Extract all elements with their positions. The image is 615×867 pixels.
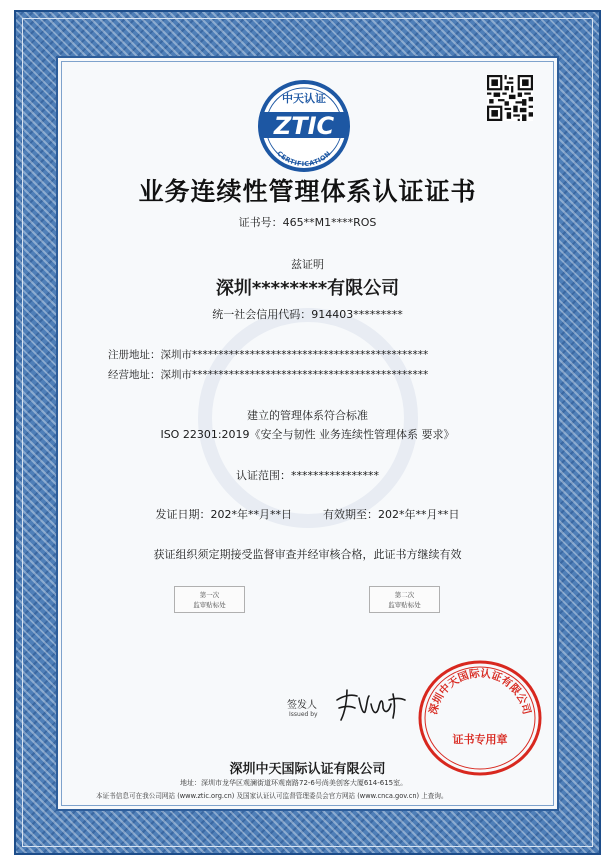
operating-address [108,367,428,382]
surveillance-box-1-line2: 监审贴标处 [193,601,226,609]
company-name: 深圳********有限公司 [215,278,400,299]
expiry-date: 有效期至：202*年**月**日 [323,508,460,521]
certification-scope: 认证范围：**************** [236,469,379,482]
certificate-title: 业务连续性管理体系认证证书 [138,177,477,206]
operating-address-label: 经营地址： [108,369,161,381]
logo-brand: ZTIC [273,112,335,140]
operating-address-value: 深圳市********************************************* [160,369,429,381]
registered-address-label: 注册地址： [108,349,161,361]
standard-text: ISO 22301:2019《安全与韧性 业务连续性管理体系 要求》 [160,428,455,441]
company-address: 地址：深圳市龙华区观澜街道环观南路72-6号尚美创客大厦614-615室。 [180,779,408,787]
issuer-label-en: Issued by [289,711,318,718]
surveillance-box-2-line2: 监审贴标处 [388,601,421,609]
issue-date: 发证日期：202*年**月**日 [155,508,292,521]
surveillance-label-box-2 [369,586,440,613]
surveillance-label-box-1 [174,586,245,613]
logo-bottom-text: CERTIFICATION [275,149,333,169]
standard-lead: 建立的管理体系符合标准 [247,409,368,422]
qr-code-icon [487,75,533,121]
surveillance-box-1-line1: 第一次 [199,591,220,599]
issuer-label: 签发人 [287,700,317,711]
certificate-number: 证书号：465**M1****ROS [238,216,377,229]
credit-code: 统一社会信用代码：914403********* [212,308,403,321]
seal-center-text: 证书专用章 [452,733,508,746]
registered-address-value: 深圳市********************************************* [160,349,429,361]
issuer-company: 深圳中天国际认证有限公司 [229,762,386,777]
registered-address [108,347,428,362]
seal-ring-text: 深圳中天国际认证有限公司 [427,667,533,716]
logo-top-text: 中天认证 [282,92,326,105]
surveillance-box-2-line1: 第二次 [394,591,415,599]
ztic-logo [252,74,356,178]
signature-icon [333,684,407,724]
hereby-text: 兹证明 [291,258,324,271]
validity-dates [0,506,615,522]
verification-footnote: 本证书信息可在我公司网站 (www.ztic.org.cn) 及国家认证认可监督管理委员会官方网站 (www.cnca.gov.cn) 上查询。 [96,792,448,800]
validity-notice: 获证组织须定期接受监督审查并经审核合格，此证书方继续有效 [153,548,462,561]
